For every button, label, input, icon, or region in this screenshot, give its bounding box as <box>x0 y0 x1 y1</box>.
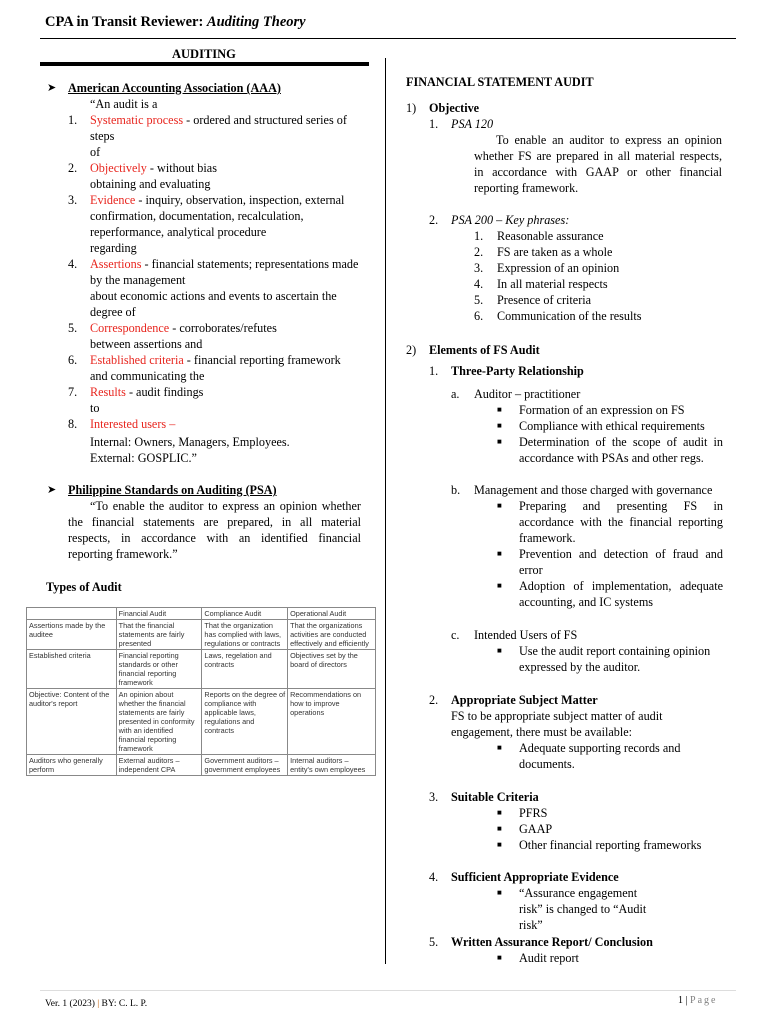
square-bullet-icon: ■ <box>497 888 502 897</box>
term: Correspondence <box>90 321 170 335</box>
term: Evidence <box>90 193 136 207</box>
aaa-list-item <box>68 416 360 432</box>
bullet-text: Audit report <box>519 951 579 965</box>
psa-quote: “To enable the auditor to express an opinion whether the financial statements are prepared, in all material respects, in accordance with an identified financial reporting framework.” <box>68 499 361 561</box>
term-description: between assertions and <box>90 337 203 351</box>
suitable-criteria-bullets <box>497 805 723 853</box>
header-title: CPA in Transit Reviewer: <box>45 14 207 30</box>
bullet-item <box>497 643 723 675</box>
bullet-item <box>497 418 723 434</box>
list-number: 1. <box>429 117 439 131</box>
header-divider <box>40 38 736 39</box>
page-number <box>678 993 717 1009</box>
table-cell: Internal auditors – entity's own employees <box>288 755 376 776</box>
footer-version-text: Ver. 1 (2023) <box>45 999 95 1009</box>
management-title: Management and those charged with governance <box>474 483 713 497</box>
table-row <box>27 689 376 755</box>
term-description: - without bias <box>146 161 217 175</box>
arrow-bullet-icon: ➤ <box>47 484 57 496</box>
intended-users-bullets <box>497 643 723 675</box>
table-cell: Government auditors – government employees <box>202 755 288 776</box>
bullet-text: Adoption of implementation, adequate accounting, and IC systems <box>519 579 723 609</box>
table-cell: That the financial statements are fairly presented <box>116 620 202 650</box>
square-bullet-icon: ■ <box>497 824 502 833</box>
auditor-bullets <box>497 402 723 466</box>
list-number: 6. <box>68 353 78 367</box>
heading-rule <box>40 62 369 66</box>
term-description: - corroborates/refutes <box>169 321 277 335</box>
table-header-row <box>27 608 376 620</box>
aaa-list-item <box>68 320 360 336</box>
list-item-text: In all material respects <box>497 277 608 291</box>
bullet-text: Prevention and detection of fraud and error <box>519 547 723 577</box>
term-description: about economic actions and events to ascertain the degree of <box>90 289 337 319</box>
aaa-list-item <box>68 112 360 144</box>
aaa-list-item <box>68 144 360 160</box>
header-subtitle: Auditing Theory <box>206 14 306 30</box>
term: Assertions <box>90 257 142 271</box>
aaa-list-item <box>68 160 360 176</box>
bullet-item <box>497 546 723 578</box>
square-bullet-icon: ■ <box>497 581 502 590</box>
aaa-list-item <box>68 256 360 288</box>
section-heading-auditing: AUDITING <box>172 47 236 61</box>
table-cell: External auditors – independent CPA <box>116 755 202 776</box>
square-bullet-icon: ■ <box>497 421 502 430</box>
aaa-list-item <box>68 192 360 240</box>
list-letter: b. <box>451 483 461 497</box>
list-number: 4. <box>68 257 78 271</box>
list-number: 6. <box>474 309 484 323</box>
psa120-text: To enable an auditor to express an opinion whether FS are prepared in all material respects, in accordance with GAAP or other financial reporting framework. <box>474 133 722 195</box>
footer-version <box>45 996 147 1012</box>
bullet-text: “Assurance engagement risk” is changed to “Audit risk” <box>519 886 647 932</box>
bullet-item <box>497 805 723 821</box>
table-cell: An opinion about whether the financial statements are fairly presented in conformity with an identified financial reporting framework <box>116 689 202 755</box>
written-report-bullets <box>497 950 723 966</box>
term: Results <box>90 385 126 399</box>
term: Systematic process <box>90 113 184 127</box>
list-item <box>474 308 724 324</box>
term-description: - audit findings <box>125 385 204 399</box>
auditor-title: Auditor – practitioner <box>474 387 581 401</box>
objective-title: Objective <box>429 101 480 115</box>
bullet-item <box>497 885 657 933</box>
types-of-audit-title: Types of Audit <box>46 580 122 594</box>
footer-separator: | <box>97 999 100 1009</box>
term-description: of <box>90 145 101 159</box>
list-number: 2. <box>429 213 439 227</box>
types-of-audit-table <box>26 607 376 776</box>
table-cell: Reports on the degree of compliance with applicable laws, regulations and contracts <box>202 689 288 755</box>
bullet-item <box>497 740 723 772</box>
aaa-list-item <box>68 384 360 400</box>
management-bullets <box>497 498 723 610</box>
list-item-text: Communication of the results <box>497 309 642 323</box>
list-number: 2) <box>406 343 417 357</box>
bullet-text: Use the audit report containing opinion expressed by the auditor. <box>519 644 711 674</box>
footer-author: BY: C. L. P. <box>101 999 148 1009</box>
square-bullet-icon: ■ <box>497 840 502 849</box>
list-number: 4. <box>474 277 484 291</box>
square-bullet-icon: ■ <box>497 743 502 752</box>
list-number: 7. <box>68 385 78 399</box>
list-item-text: Presence of criteria <box>497 293 592 307</box>
section-heading-fs-audit: FINANCIAL STATEMENT AUDIT <box>406 75 594 89</box>
table-cell: Auditors who generally perform <box>27 755 117 776</box>
list-item-text: Expression of an opinion <box>497 261 620 275</box>
aaa-definition-list <box>68 112 360 432</box>
table-cell: Established criteria <box>27 650 117 689</box>
aaa-list-item <box>68 288 360 320</box>
list-number: 3. <box>474 261 484 275</box>
list-number: 3. <box>429 790 439 804</box>
subject-matter-bullets <box>497 740 723 772</box>
list-letter: a. <box>451 387 460 401</box>
aaa-list-item <box>68 176 360 192</box>
written-report-title: Written Assurance Report/ Conclusion <box>451 935 653 949</box>
term: Established criteria <box>90 353 184 367</box>
bullet-text: Determination of the scope of audit in accordance with PSAs and other regs. <box>519 435 723 465</box>
square-bullet-icon: ■ <box>497 405 502 414</box>
column-divider <box>385 58 386 964</box>
document-header <box>45 14 306 30</box>
table-row <box>27 755 376 776</box>
psa120-title: PSA 120 <box>451 117 494 131</box>
list-item <box>474 276 724 292</box>
bullet-text: Compliance with ethical requirements <box>519 419 705 433</box>
bullet-item <box>497 578 723 610</box>
table-cell: Assertions made by the auditee <box>27 620 117 650</box>
table-cell: That the organization has complied with laws, regulations or contracts <box>202 620 288 650</box>
bullet-item <box>497 434 723 466</box>
page-separator: | <box>685 995 688 1006</box>
list-item <box>474 244 724 260</box>
table-cell: Objectives set by the board of directors <box>288 650 376 689</box>
square-bullet-icon: ■ <box>497 549 502 558</box>
list-number: 1. <box>429 364 439 378</box>
list-number: 5. <box>68 321 78 335</box>
intended-users-title: Intended Users of FS <box>474 628 578 642</box>
bullet-text: Preparing and presenting FS in accordance with the financial reporting framework. <box>519 499 723 545</box>
list-number: 3. <box>68 193 78 207</box>
table-cell: Financial reporting standards or other financial reporting framework <box>116 650 202 689</box>
list-number: 8. <box>68 417 78 431</box>
subject-matter-title: Appropriate Subject Matter <box>451 693 598 707</box>
term-description: obtaining and evaluating <box>90 177 211 191</box>
arrow-bullet-icon: ➤ <box>47 82 57 94</box>
list-number: 1. <box>68 113 78 127</box>
term-description: - financial statements; representations made by the management <box>90 257 359 287</box>
table-cell: Laws, regelation and contracts <box>202 650 288 689</box>
bullet-text: GAAP <box>519 822 553 836</box>
square-bullet-icon: ■ <box>497 437 502 446</box>
square-bullet-icon: ■ <box>497 501 502 510</box>
suitable-criteria-title: Suitable Criteria <box>451 790 539 804</box>
evidence-title: Sufficient Appropriate Evidence <box>451 870 619 884</box>
term-description: - inquiry, observation, inspection, external confirmation, documentation, recalculation, reperformance, analytical procedure <box>90 193 345 239</box>
list-letter: c. <box>451 628 460 642</box>
aaa-list-item <box>68 352 360 368</box>
term: Objectively <box>90 161 147 175</box>
list-item <box>474 260 724 276</box>
term-description: regarding <box>90 241 137 255</box>
table-row <box>27 620 376 650</box>
bullet-item <box>497 950 723 966</box>
list-number: 2. <box>68 161 78 175</box>
bullet-text: Formation of an expression on FS <box>519 403 685 417</box>
table-header-cell <box>27 608 117 620</box>
table-row <box>27 650 376 689</box>
term-description: - ordered and structured series of steps <box>90 113 347 143</box>
list-item <box>474 228 724 244</box>
aaa-list-item <box>68 400 360 416</box>
table-header-cell: Compliance Audit <box>202 608 288 620</box>
subject-matter-text: FS to be appropriate subject matter of audit engagement, there must be available: <box>451 709 663 739</box>
three-party-title: Three-Party Relationship <box>451 364 584 378</box>
key-phrases-list <box>474 228 724 324</box>
term: Interested users – <box>90 417 176 431</box>
table-cell: Recommendations on how to improve operations <box>288 689 376 755</box>
psa-title: Philippine Standards on Auditing (PSA) <box>68 483 277 497</box>
aaa-list-item <box>68 368 360 384</box>
aaa-list-item <box>68 240 360 256</box>
aaa-title: American Accounting Association (AAA) <box>68 81 281 95</box>
table-cell: Objective: Content of the auditor's report <box>27 689 117 755</box>
aaa-intro: “An audit is a <box>90 97 158 111</box>
bullet-text: Adequate supporting records and documents. <box>519 741 681 771</box>
psa200-title: PSA 200 – Key phrases: <box>451 213 570 227</box>
square-bullet-icon: ■ <box>497 646 502 655</box>
list-number: 4. <box>429 870 439 884</box>
term-description: to <box>90 401 100 415</box>
bullet-item <box>497 837 723 853</box>
list-number: 2. <box>429 693 439 707</box>
bullet-text: Other financial reporting frameworks <box>519 838 702 852</box>
bullet-item <box>497 498 723 546</box>
footer-divider <box>40 990 736 991</box>
list-number: 1) <box>406 101 417 115</box>
square-bullet-icon: ■ <box>497 808 502 817</box>
aaa-external-users: External: GOSPLIC.” <box>90 451 197 465</box>
list-item-text: FS are taken as a whole <box>497 245 613 259</box>
table-cell: That the organizations activities are conducted effectively and efficiently <box>288 620 376 650</box>
term-description: - financial reporting framework <box>183 353 341 367</box>
aaa-list-item <box>68 336 360 352</box>
elements-title: Elements of FS Audit <box>429 343 540 357</box>
list-number: 2. <box>474 245 484 259</box>
list-item-text: Reasonable assurance <box>497 229 604 243</box>
list-number: 1. <box>474 229 484 243</box>
square-bullet-icon: ■ <box>497 953 502 962</box>
list-number: 5. <box>429 935 439 949</box>
bullet-item <box>497 402 723 418</box>
term-description: and communicating the <box>90 369 205 383</box>
list-item <box>474 292 724 308</box>
bullet-text: PFRS <box>519 806 548 820</box>
evidence-bullets <box>497 885 657 933</box>
table-header-cell: Financial Audit <box>116 608 202 620</box>
bullet-item <box>497 821 723 837</box>
page-label: Page <box>690 995 718 1006</box>
page-number-value: 1 <box>678 995 683 1006</box>
list-number: 5. <box>474 293 484 307</box>
table-header-cell: Operational Audit <box>288 608 376 620</box>
aaa-internal-users: Internal: Owners, Managers, Employees. <box>90 435 290 449</box>
